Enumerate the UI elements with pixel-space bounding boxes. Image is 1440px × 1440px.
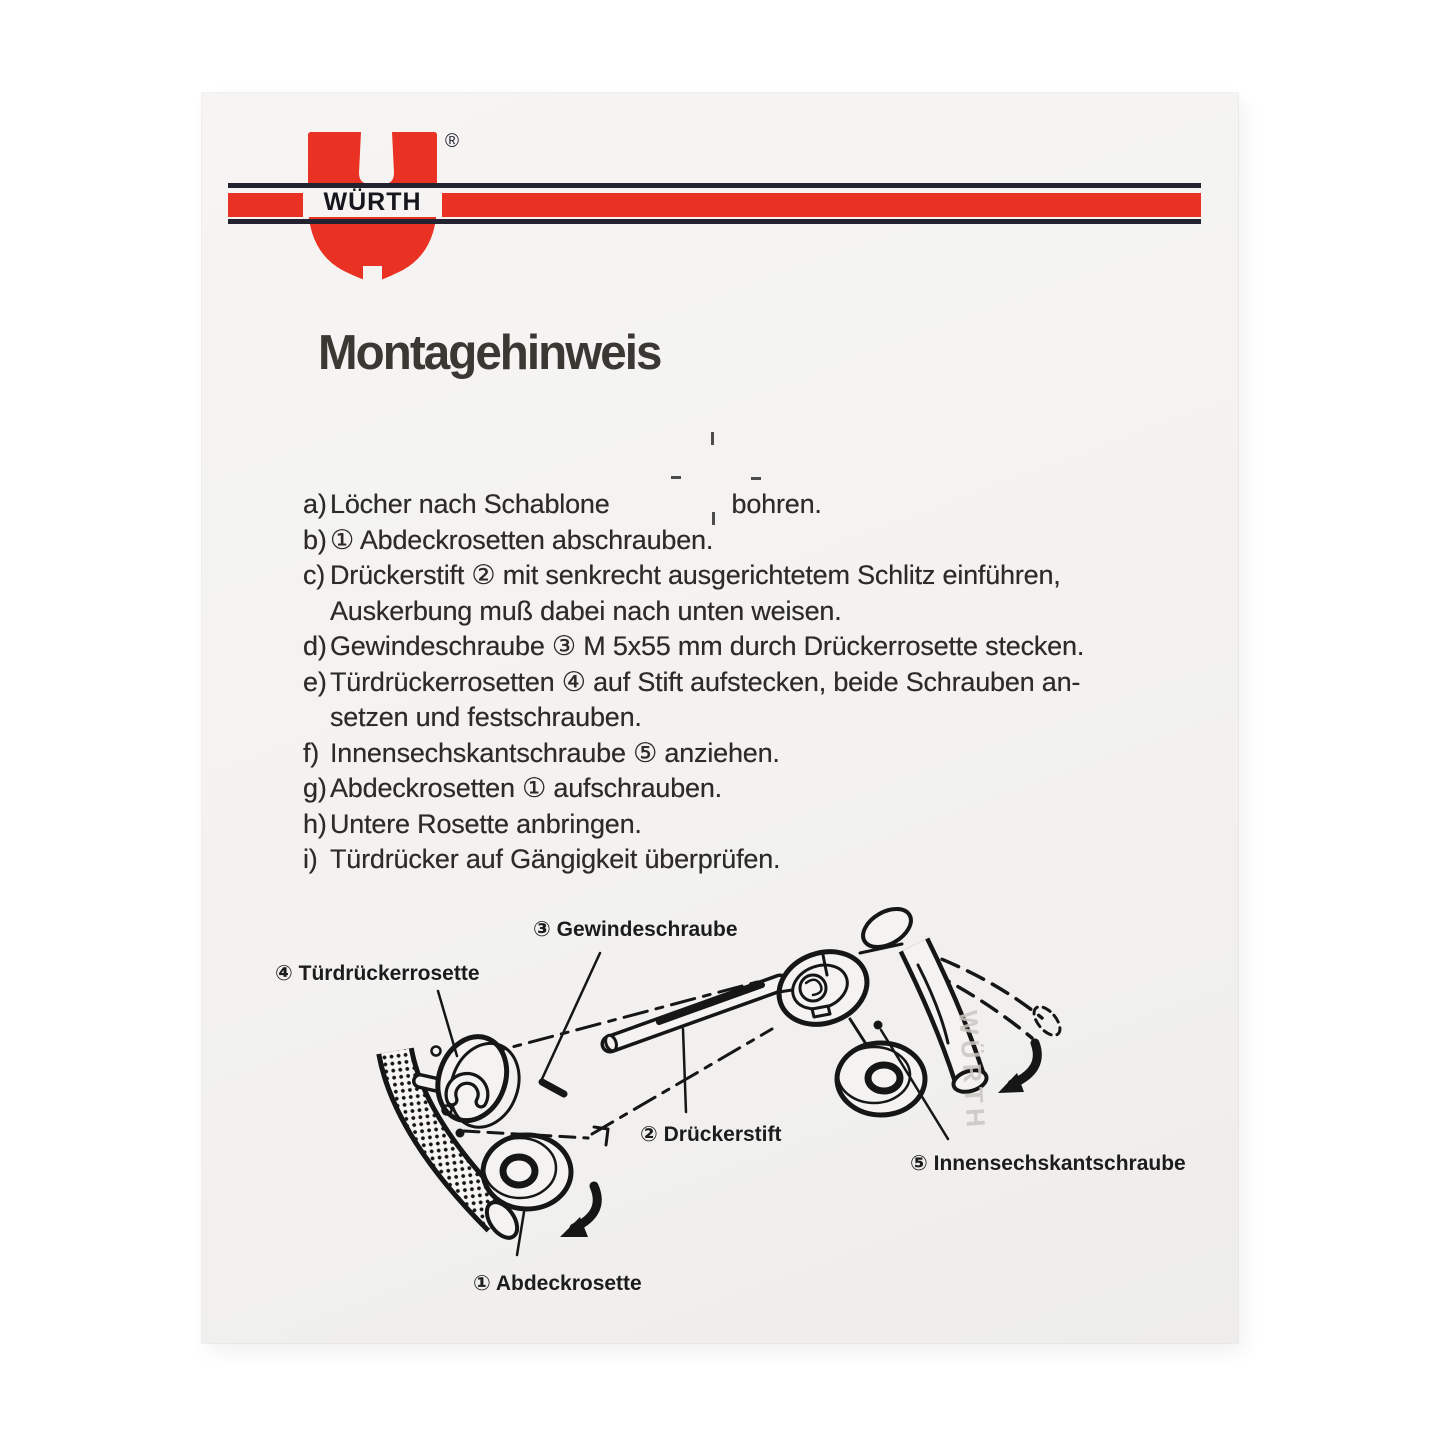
diagram-label-abdeckrosette: ① Abdeckrosette	[473, 1272, 642, 1295]
set-screw-dot	[874, 1021, 883, 1030]
step-text: Untere Rosette anbringen.	[330, 808, 642, 839]
leader-drueckerstift	[683, 1029, 686, 1112]
step-text: bohren.	[731, 489, 822, 519]
small-screw-dot	[456, 1129, 465, 1138]
spindle-drueckerstift-drawing	[604, 983, 780, 1052]
step-text: Türdrücker auf Gängigkeit überprüfen.	[330, 844, 781, 874]
step-label: c)	[303, 560, 326, 590]
brand-name: WÜRTH	[323, 188, 422, 216]
right-handle-assembly	[769, 901, 1065, 1115]
diagram-label-drueckerstift: ② Drückerstift	[640, 1123, 782, 1146]
left-handle-assembly	[395, 1027, 597, 1243]
step-label: i)	[303, 844, 318, 874]
step-text: Drückerstift ② mit senkrecht ausgerichtetem Schlitz einführen,	[330, 560, 1061, 590]
leader-tuerdrueckerrosette	[438, 991, 457, 1056]
step-label: d)	[303, 631, 327, 661]
right-rosette-drawing	[769, 940, 878, 1044]
diagram-label-innensechskantschraube: ⑤ Innensechskantschraube	[910, 1152, 1186, 1175]
step-label: b)	[303, 524, 327, 555]
step-text: Innensechskantschraube ⑤ anziehen.	[330, 737, 780, 768]
page-title: Montagehinweis	[318, 326, 661, 380]
step-text: Auskerbung muß dabei nach unten weisen.	[330, 595, 842, 626]
assembly-diagram	[202, 93, 1238, 1343]
watermark-wuerth: WÜRTH	[953, 1009, 992, 1133]
abdeckrosette-drawing	[483, 1135, 571, 1209]
step-text: ① Abdeckrosetten abschrauben.	[330, 524, 714, 555]
step-label: g)	[303, 773, 327, 803]
step-text: setzen und festschrauben.	[330, 702, 642, 732]
step-label: f)	[303, 737, 320, 768]
diagram-label-gewindeschraube: ③ Gewindeschraube	[533, 918, 738, 941]
step-text: Gewindeschraube ③ M 5x55 mm durch Drückerrosette stecken.	[330, 631, 1085, 661]
step-text: Abdeckrosetten ① aufschrauben.	[330, 773, 722, 803]
gewindeschraube-screw	[542, 1082, 564, 1094]
step-text: Löcher nach Schablone	[330, 489, 610, 519]
dashed-grip-end-cap	[1029, 1002, 1065, 1040]
step-text: Türdrückerrosetten ④ auf Stift aufstecken, beide Schrauben an-	[330, 666, 1081, 697]
rosette-screw	[432, 1047, 441, 1056]
registered-trademark-icon: ®	[445, 131, 459, 152]
instruction-sheet	[202, 93, 1238, 1343]
leader-gewindeschraube	[542, 953, 600, 1079]
step-label: a)	[303, 489, 327, 519]
diagram-label-tuerdrueckerrosette: ④ Türdrückerrosette	[275, 962, 480, 985]
step-label: h)	[303, 808, 327, 839]
step-label: e)	[303, 666, 327, 697]
